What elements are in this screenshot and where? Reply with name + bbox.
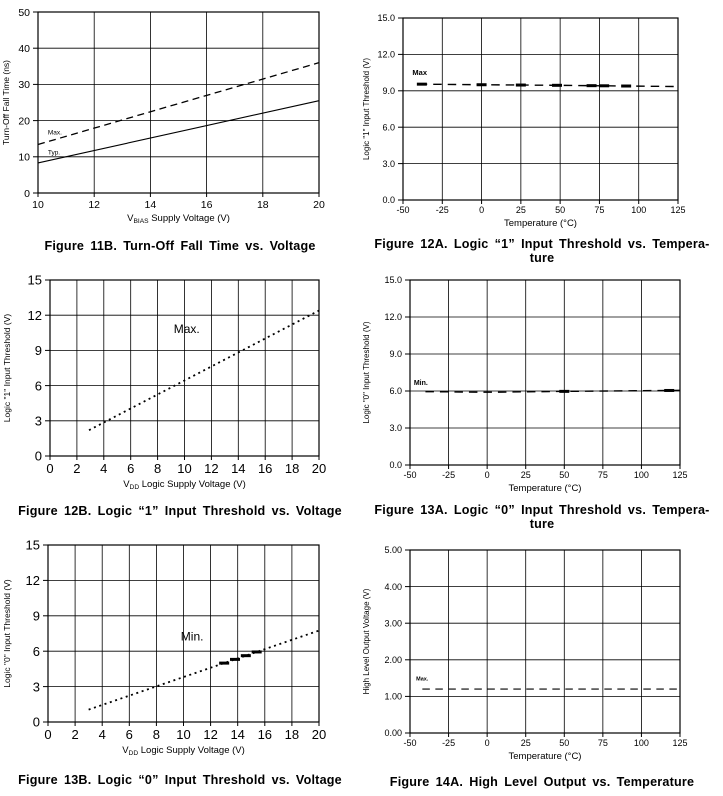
- svg-text:125: 125: [672, 738, 688, 748]
- tick-marks: [398, 18, 678, 204]
- svg-text:14: 14: [231, 461, 246, 476]
- svg-text:2.00: 2.00: [384, 655, 402, 666]
- svg-text:6: 6: [127, 461, 135, 476]
- svg-text:0: 0: [44, 727, 52, 742]
- figure-13a-plot-area: [361, 270, 723, 500]
- gridlines: [410, 280, 680, 465]
- tick-labels: [384, 275, 687, 480]
- svg-text:15: 15: [27, 272, 42, 288]
- figure-13a-caption: [361, 503, 723, 531]
- svg-text:50: 50: [18, 6, 30, 19]
- tick-labels: [384, 545, 687, 748]
- figure-13b-caption: [0, 773, 360, 787]
- svg-text:10: 10: [176, 727, 191, 742]
- svg-text:12: 12: [204, 461, 219, 476]
- svg-text:0: 0: [479, 205, 485, 215]
- svg-text:15.0: 15.0: [377, 13, 395, 24]
- svg-text:18: 18: [284, 727, 300, 742]
- svg-text:0.00: 0.00: [384, 728, 402, 739]
- y-axis-label: Logic "0" Input Threshold (V): [2, 579, 12, 688]
- svg-text:6: 6: [32, 643, 40, 659]
- tick-labels: [377, 13, 685, 215]
- svg-text:12.0: 12.0: [384, 312, 402, 323]
- svg-text:12: 12: [27, 307, 42, 323]
- svg-text:18: 18: [256, 199, 269, 211]
- svg-text:-25: -25: [442, 738, 456, 748]
- svg-text:25: 25: [520, 738, 531, 748]
- svg-text:10: 10: [32, 199, 44, 211]
- svg-text:14: 14: [144, 199, 157, 211]
- svg-text:50: 50: [559, 738, 570, 748]
- x-axis-label: Temperature (°C): [508, 751, 582, 762]
- figure-13b: [0, 530, 360, 787]
- tick-marks: [405, 550, 680, 737]
- caption-line: Figure 12A. Logic “1” Input Threshold vs. Tempera-: [374, 237, 710, 251]
- svg-text:10: 10: [18, 151, 30, 164]
- svg-text:75: 75: [594, 205, 605, 215]
- svg-text:12: 12: [203, 727, 218, 742]
- figure-14a-chart: [361, 532, 723, 764]
- svg-text:100: 100: [633, 470, 649, 480]
- svg-text:4.00: 4.00: [384, 581, 402, 592]
- tick-marks: [45, 280, 319, 460]
- svg-text:5.00: 5.00: [384, 545, 402, 556]
- svg-text:20: 20: [18, 115, 30, 128]
- series-annotation: Max.: [416, 676, 429, 683]
- svg-text:15.0: 15.0: [384, 275, 402, 286]
- svg-text:-50: -50: [403, 470, 417, 480]
- svg-text:0.0: 0.0: [389, 460, 402, 471]
- figure-12a-plot-area: [361, 0, 723, 230]
- gridlines: [410, 550, 680, 733]
- series-annotation: Typ.: [47, 149, 61, 157]
- svg-text:2: 2: [73, 461, 81, 476]
- svg-text:9.0: 9.0: [382, 86, 395, 97]
- svg-text:18: 18: [284, 461, 300, 476]
- y-axis-label: Logic "1" Input Threshold (V): [2, 313, 12, 423]
- svg-text:125: 125: [670, 205, 686, 215]
- series-annotation: Min.: [413, 379, 428, 387]
- svg-text:8: 8: [153, 461, 162, 476]
- figure-14a: [361, 532, 723, 789]
- figure-11b: [0, 0, 360, 253]
- tick-labels: [18, 7, 325, 211]
- plot-border: [410, 550, 680, 733]
- figure-12b-caption: [0, 504, 360, 518]
- series-min: [89, 631, 319, 710]
- svg-text:0: 0: [32, 714, 40, 730]
- svg-text:12: 12: [25, 573, 40, 589]
- tick-marks: [405, 280, 680, 469]
- svg-text:12.0: 12.0: [377, 49, 395, 60]
- caption-line: Figure 13B. Logic “0” Input Threshold vs. Voltage: [18, 773, 342, 787]
- y-axis-label: Logic "1" Input Threshold (V): [362, 57, 371, 161]
- svg-text:40: 40: [18, 42, 30, 55]
- svg-text:-50: -50: [396, 205, 410, 215]
- figure-12a: [361, 0, 723, 265]
- svg-text:3.00: 3.00: [384, 618, 402, 629]
- plot-border: [38, 12, 319, 193]
- figure-12b-chart: [0, 265, 360, 493]
- y-axis-label: Logic "0" Input Threshold (V): [362, 321, 371, 424]
- svg-text:9: 9: [34, 343, 42, 359]
- svg-text:8: 8: [152, 727, 161, 742]
- figure-12a-caption: [361, 237, 723, 265]
- y-axis-label: High Level Output Voltage (V): [362, 588, 371, 695]
- svg-text:50: 50: [555, 205, 566, 215]
- figure-14a-plot-area: [361, 532, 723, 764]
- svg-text:10: 10: [177, 461, 192, 476]
- tick-labels: [26, 538, 327, 742]
- caption-line: ture: [529, 251, 555, 265]
- series-annotation: Max: [412, 68, 428, 78]
- figure-11b-chart: [0, 0, 360, 230]
- svg-text:3: 3: [32, 679, 40, 695]
- svg-text:25: 25: [520, 470, 531, 480]
- svg-text:0.0: 0.0: [382, 195, 395, 206]
- svg-text:15: 15: [25, 537, 40, 553]
- svg-text:0: 0: [24, 187, 30, 200]
- figure-12b: [0, 265, 360, 518]
- svg-text:4: 4: [98, 727, 106, 742]
- svg-text:100: 100: [631, 205, 647, 215]
- svg-text:100: 100: [633, 738, 649, 748]
- caption-line: Figure 13A. Logic “0” Input Threshold vs. Tempera-: [374, 503, 710, 517]
- svg-text:6: 6: [125, 727, 133, 742]
- series-annotation: Min.: [180, 629, 204, 644]
- svg-text:6.0: 6.0: [382, 122, 395, 133]
- svg-text:0: 0: [34, 448, 42, 464]
- figure-13b-chart: [0, 530, 360, 760]
- figure-13a: [361, 270, 723, 531]
- svg-text:75: 75: [597, 470, 608, 480]
- figure-13b-plot-area: [0, 530, 360, 760]
- x-axis-label: $V_{DD}$ Logic Supply Voltage (V): [122, 745, 245, 758]
- plot-border: [410, 280, 680, 465]
- series-annotation: Max.: [47, 129, 62, 137]
- caption-line: ture: [529, 517, 555, 531]
- plot-border: [403, 18, 678, 200]
- gridlines: [38, 12, 319, 193]
- svg-text:14: 14: [230, 727, 245, 742]
- x-axis-label: Temperature (°C): [508, 483, 582, 494]
- svg-text:20: 20: [311, 727, 327, 742]
- figure-12b-plot-area: [0, 265, 360, 493]
- svg-text:16: 16: [257, 727, 273, 742]
- svg-text:1.00: 1.00: [384, 691, 402, 702]
- series-annotation: Max.: [173, 321, 200, 336]
- svg-text:25: 25: [515, 205, 526, 215]
- svg-text:30: 30: [18, 79, 30, 92]
- svg-text:-50: -50: [403, 738, 417, 748]
- figure-14a-caption: [361, 775, 723, 789]
- tick-labels: [28, 273, 327, 476]
- figure-12a-chart: [361, 0, 723, 230]
- caption-line: Figure 14A. High Level Output vs. Temperature: [389, 775, 695, 789]
- gridlines: [403, 18, 678, 200]
- svg-text:16: 16: [200, 199, 213, 211]
- caption-line: Figure 11B. Turn-Off Fall Time vs. Voltage: [44, 239, 316, 253]
- svg-text:6.0: 6.0: [389, 386, 402, 397]
- caption-line: Figure 12B. Logic “1” Input Threshold vs. Voltage: [18, 504, 342, 518]
- svg-text:75: 75: [597, 738, 608, 748]
- svg-text:20: 20: [311, 461, 327, 476]
- svg-text:6: 6: [34, 378, 42, 394]
- y-axis-label: Turn-Off Fall Time (ns): [1, 59, 11, 146]
- svg-text:16: 16: [257, 461, 273, 476]
- series-typ: [38, 101, 319, 163]
- figure-11b-caption: [0, 239, 360, 253]
- svg-text:9.0: 9.0: [389, 349, 402, 360]
- svg-text:20: 20: [313, 199, 325, 211]
- series-max: [89, 311, 319, 431]
- svg-text:3.0: 3.0: [389, 423, 402, 434]
- x-axis-label: $V_{BIAS}$ Supply Voltage (V): [127, 213, 230, 226]
- svg-text:3: 3: [34, 413, 42, 429]
- svg-text:-25: -25: [435, 205, 449, 215]
- svg-text:2: 2: [71, 727, 79, 742]
- svg-text:0: 0: [46, 461, 54, 476]
- svg-text:9: 9: [32, 608, 40, 624]
- figure-11b-plot-area: [0, 0, 360, 230]
- svg-text:4: 4: [100, 461, 108, 476]
- svg-text:-25: -25: [442, 470, 456, 480]
- svg-text:12: 12: [88, 199, 101, 211]
- svg-text:125: 125: [672, 470, 688, 480]
- x-axis-label: Temperature (°C): [504, 218, 577, 229]
- x-axis-label: $V_{DD}$ Logic Supply Voltage (V): [123, 479, 246, 492]
- svg-text:0: 0: [484, 470, 490, 480]
- svg-text:0: 0: [484, 738, 490, 748]
- figure-13a-chart: [361, 270, 723, 500]
- svg-text:3.0: 3.0: [382, 158, 395, 169]
- svg-text:50: 50: [559, 470, 570, 480]
